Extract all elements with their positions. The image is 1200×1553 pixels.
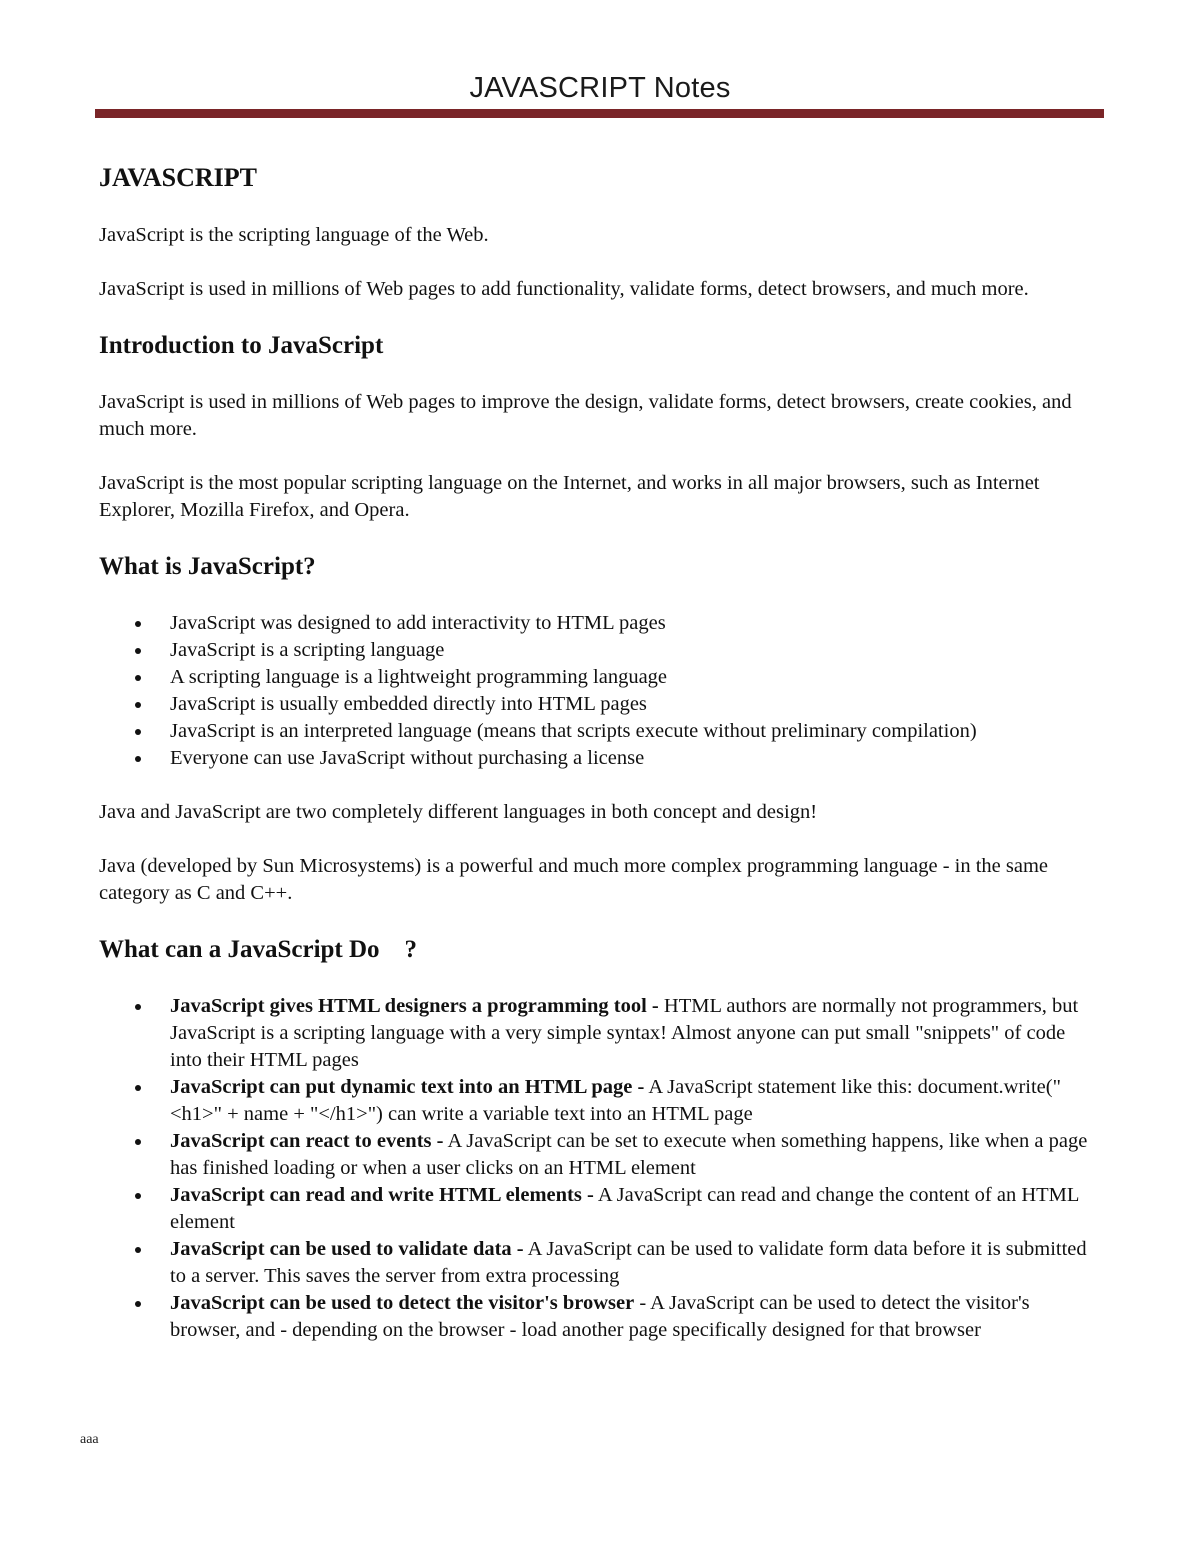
list-item-text: JavaScript is an interpreted language (means that scripts execute without preliminary compilation) (170, 720, 977, 742)
list-item (99, 637, 1099, 664)
footer-note: aaa (80, 1432, 99, 1447)
list-item-bold-lead: JavaScript can read and write HTML elements - (170, 1184, 594, 1206)
bullet-icon (135, 756, 141, 762)
bullet-icon (135, 1247, 141, 1253)
section-heading-introduction: Introduction to JavaScript (99, 332, 384, 359)
comparison-paragraph: Java and JavaScript are two completely different languages in both concept and design! (99, 801, 818, 823)
list-item (99, 993, 1099, 1074)
list-item-text: Everyone can use JavaScript without purchasing a license (170, 747, 645, 769)
list-item-bold-lead: JavaScript can be used to validate data - (170, 1238, 524, 1260)
page-header-title: JAVASCRIPT Notes (469, 72, 731, 104)
bullet-icon (135, 1085, 141, 1091)
list-item-text: - A JavaScript can be used to detect the visitor's browser, and - depending on the browser - load another page specifically designed for that browser (170, 1292, 1030, 1341)
bullet-icon (135, 702, 141, 708)
list-item (99, 610, 1099, 637)
document-body (99, 162, 1099, 1371)
list-item-text: A JavaScript statement like this: document.write("<h1>" + name + "</h1>") can write a variable text into an HTML page (170, 1076, 1061, 1125)
bullet-icon (135, 648, 141, 654)
bullet-icon (135, 621, 141, 627)
list-item-bold-lead: JavaScript can be used to detect the visitor's browser (170, 1292, 635, 1314)
list-item (99, 1182, 1099, 1236)
bullet-icon (135, 1139, 141, 1145)
list-item-text: A scripting language is a lightweight programming language (170, 666, 668, 688)
list-item-bold-lead: JavaScript can react to events - (170, 1130, 444, 1152)
introduction-paragraph: JavaScript is used in millions of Web pages to improve the design, validate forms, detect browsers, create cookies, and much more. (99, 391, 1072, 440)
list-item-text: HTML authors are normally not programmers, but JavaScript is a scripting language with a very simple syntax! Almost anyone can put small "snippets" of code into their HTML pages (170, 995, 1079, 1071)
list-item (99, 718, 1099, 745)
bullet-icon (135, 675, 141, 681)
list-item-bold-lead: JavaScript gives HTML designers a programming tool - (170, 995, 659, 1017)
list-item (99, 1236, 1099, 1290)
list-item-text: A JavaScript can read and change the content of an HTML element (170, 1184, 1079, 1233)
comparison-paragraph: Java (developed by Sun Microsystems) is a powerful and much more complex programming language - in the same category as C and C++. (99, 855, 1049, 904)
list-item-bold-lead: JavaScript can put dynamic text into an HTML page - (170, 1076, 645, 1098)
list-item (99, 664, 1099, 691)
header-rule (95, 109, 1104, 118)
list-item-text: A JavaScript can be set to execute when something happens, like when a page has finished loading or when a user clicks on an HTML element (170, 1130, 1088, 1179)
intro-paragraph: JavaScript is the scripting language of the Web. (99, 224, 489, 246)
introduction-paragraph: JavaScript is the most popular scripting language on the Internet, and works in all major browsers, such as Internet Explorer, Mozilla Firefox, and Opera. (99, 472, 1040, 521)
bullet-icon (135, 1004, 141, 1010)
intro-paragraph: JavaScript is used in millions of Web pages to add functionality, validate forms, detect browsers, and much more. (99, 278, 1029, 300)
section-heading-what-is: What is JavaScript? (99, 553, 316, 580)
list-item (99, 745, 1099, 772)
what-is-bullet-list (99, 610, 1099, 772)
list-item (99, 1290, 1099, 1344)
list-item-text: JavaScript was designed to add interactivity to HTML pages (170, 612, 666, 634)
list-item-text: JavaScript is a scripting language (170, 639, 445, 661)
what-can-do-bullet-list (99, 993, 1099, 1344)
document-title: JAVASCRIPT (99, 163, 257, 192)
list-item (99, 1074, 1099, 1128)
list-item-text: JavaScript is usually embedded directly into HTML pages (170, 693, 647, 715)
section-heading-what-can-do: What can a JavaScript Do ? (99, 936, 418, 963)
list-item (99, 1128, 1099, 1182)
bullet-icon (135, 1193, 141, 1199)
bullet-icon (135, 1301, 141, 1307)
bullet-icon (135, 729, 141, 735)
list-item-text: A JavaScript can be used to validate form data before it is submitted to a server. This saves the server from extra processing (170, 1238, 1087, 1287)
list-item (99, 691, 1099, 718)
